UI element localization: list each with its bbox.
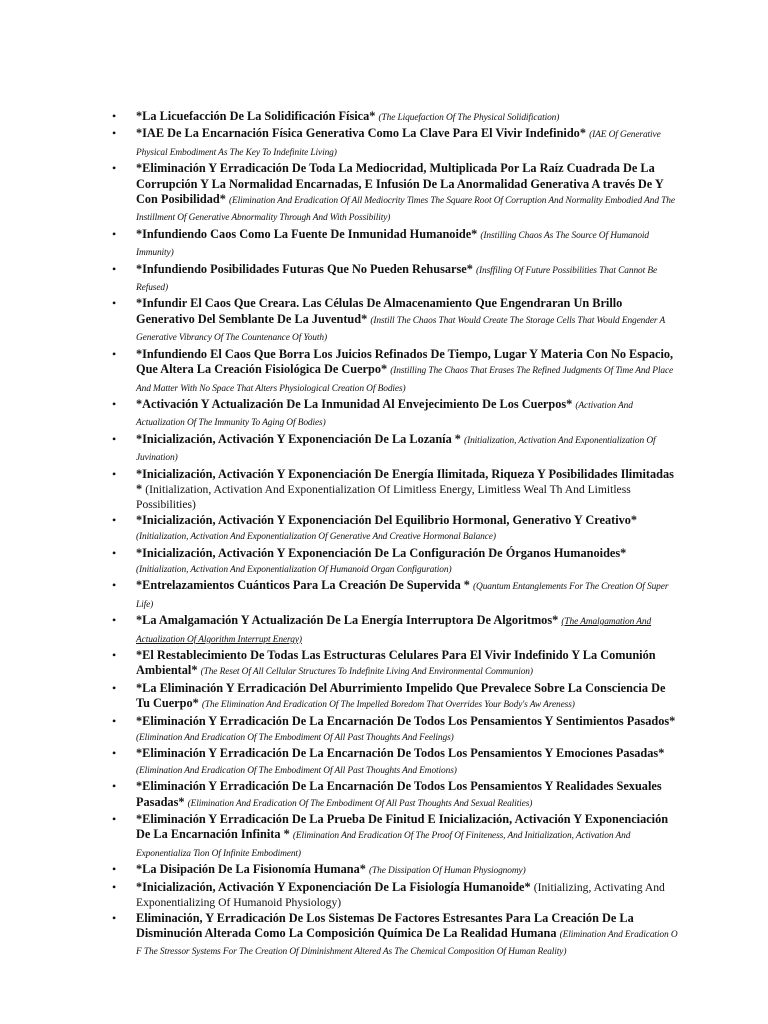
english-translation: (Insffiling Of Future Possibilities That Cannot Be Refused) xyxy=(136,265,658,294)
english-translation: (Initialization, Activation And Exponentialization Of Humanoid Organ Configuration) xyxy=(136,564,452,575)
english-translation: (Initialization, Activation And Exponentialization Of Juvination) xyxy=(136,435,656,464)
list-item xyxy=(112,911,678,961)
list-item xyxy=(112,432,678,467)
bullet-icon: • xyxy=(112,746,117,761)
english-translation: (Elimination And Eradication O F The Stressor Systems For The Creation Of Diminishment Altered As The Chemical Composition Of Human Reality) xyxy=(136,929,678,958)
bullet-icon: • xyxy=(112,431,117,446)
spanish-phrase: *La Eliminación Y Erradicación Del Aburrimiento Impelido Que Prevalece Sobre La Consciencia De Tu Cuerpo* xyxy=(136,680,666,711)
bullet-icon: • xyxy=(112,346,117,361)
english-translation: (Initialization, Activation And Exponentialization Of Limitless Energy, Limitless Weal Th And Limitless Possibilities) xyxy=(136,482,631,512)
bullet-icon: • xyxy=(112,466,117,481)
spanish-phrase: *El Restablecimiento De Todas Las Estructuras Celulares Para El Vivir Indefinido Y La Comunión Ambiental* xyxy=(136,648,656,678)
spanish-phrase: *Inicialización, Activación Y Exponenciación De La Configuración De Órganos Humanoides* xyxy=(136,545,627,560)
spanish-phrase: *Eliminación Y Erradicación De La Encarnación De Todos Los Pensamientos Y Realidades Sexuales Pasadas* xyxy=(136,779,662,809)
english-translation: (Instilling Chaos As The Source Of Humanoid Immunity) xyxy=(136,230,650,259)
english-translation: (Elimination And Eradication Of The Embodiment Of All Past Thoughts And Emotions) xyxy=(136,765,457,776)
spanish-phrase: *Inicialización, Activación Y Exponenciación De Energía Ilimitada, Riqueza Y Posibilidades Ilimitadas * xyxy=(136,466,674,496)
english-translation: (IAE Of Generative Physical Embodiment As The Key To Indefinite Living) xyxy=(136,130,661,158)
spanish-phrase: *La Amalgamación Y Actualización De La Energía Interruptora De Algoritmos* xyxy=(136,613,559,628)
list-item xyxy=(112,347,678,397)
english-translation: (Elimination And Eradication Of The Proof Of Finiteness, And Initialization, Activation And Exponentializa Tion Of Infinite Embodiment) xyxy=(136,831,631,859)
list-item xyxy=(112,578,678,613)
bullet-icon: • xyxy=(112,226,117,241)
list-item xyxy=(112,467,678,513)
spanish-phrase: *Inicialización, Activación Y Exponenciación De La Lozanía * xyxy=(136,431,461,446)
spanish-phrase: *Inicialización, Activación Y Exponenciación De La Fisiología Humanoide* xyxy=(136,879,531,894)
list-item xyxy=(112,613,678,648)
english-translation: (Initialization, Activation And Exponentialization Of Generative And Creative Hormonal Balance) xyxy=(136,532,496,543)
bullet-icon: • xyxy=(112,812,117,827)
bullet-icon: • xyxy=(112,161,117,176)
spanish-phrase: *Entrelazamientos Cuánticos Para La Creación De Supervida * xyxy=(136,578,470,593)
bullet-icon: • xyxy=(112,126,117,141)
bullet-icon: • xyxy=(112,512,117,527)
bullet-icon: • xyxy=(112,879,117,894)
list-item xyxy=(112,262,678,297)
english-translation: (Activation And Actualization Of The Immunity To Aging Of Bodies) xyxy=(136,400,633,429)
spanish-phrase: *Infundiendo Caos Como La Fuente De Inmunidad Humanoide* xyxy=(136,226,478,241)
english-translation: (Elimination And Eradication Of The Embodiment Of All Past Thoughts And Feelings) xyxy=(136,733,454,744)
bullet-icon: • xyxy=(112,680,117,695)
bullet-icon: • xyxy=(112,713,117,728)
english-translation: (The Amalgamation And Actualization Of Algorithm Interrupt Energy) xyxy=(136,617,652,645)
bullet-icon: • xyxy=(112,396,117,411)
spanish-phrase: *La Disipación De La Fisionomía Humana* xyxy=(136,862,366,877)
spanish-phrase: *La Licuefacción De La Solidificación Física* xyxy=(136,109,376,123)
list-item xyxy=(112,296,678,346)
spanish-phrase: *Eliminación Y Erradicación De La Prueba De Finitud E Inicialización, Activación Y Exponenciación De La Encarnación Infinita * xyxy=(136,812,669,842)
list-item xyxy=(112,779,678,812)
english-translation: (The Elimination And Eradication Of The Impelled Boredom That Overrides Your Body's Aw Areness) xyxy=(201,700,575,711)
spanish-phrase: *Activación Y Actualización De La Inmunidad Al Envejecimiento De Los Cuerpos* xyxy=(136,396,573,411)
list-item xyxy=(112,227,678,262)
bullet-icon: • xyxy=(112,910,117,925)
spanish-phrase: *Eliminación Y Erradicación De La Encarnación De Todos Los Pensamientos Y Sentimientos Pasados* xyxy=(136,713,676,728)
list-item xyxy=(112,397,678,432)
spanish-phrase: *Eliminación Y Erradicación De La Encarnación De Todos Los Pensamientos Y Emociones Pasadas* xyxy=(136,746,665,761)
bullet-icon: • xyxy=(112,545,117,560)
bullet-icon: • xyxy=(112,578,117,593)
spanish-phrase: *Eliminación Y Erradicación De Toda La Mediocridad, Multiplicada Por La Raíz Cuadrada De La Corrupción Y La Normalidad Encarnadas, E Infusión De La Anormalidad Generativa A través De Y Con Posibilidad* xyxy=(136,161,664,207)
bullet-icon: • xyxy=(112,109,117,123)
spanish-phrase: *IAE De La Encarnación Física Generativa Como La Clave Para El Vivir Indefinido* xyxy=(136,126,586,141)
english-translation: (Initializing, Activating And Exponentializing Of Humanoid Physiology) xyxy=(136,880,665,910)
bulleted-list xyxy=(112,109,678,961)
bullet-icon: • xyxy=(112,648,117,662)
english-translation: (The Liquefaction Of The Physical Solidification) xyxy=(378,113,560,123)
list-item xyxy=(112,681,678,714)
english-translation: (Elimination And Eradication Of All Mediocrity Times The Square Root Of Corruption And Normality Embodied And The Instillment Of Generative Abnormality Through And With Possibility) xyxy=(136,196,675,224)
spanish-phrase: *Inicialización, Activación Y Exponenciación Del Equilibrio Hormonal, Generativo Y Creativo* xyxy=(136,512,638,527)
list-item xyxy=(112,714,678,747)
spanish-phrase: *Infundir El Caos Que Creara. Las Células De Almacenamiento Que Engendraran Un Brillo Generativo Del Semblante De La Juventud* xyxy=(136,296,623,326)
bullet-icon: • xyxy=(112,261,117,276)
list-item xyxy=(112,746,678,779)
bullet-icon: • xyxy=(112,862,117,877)
list-item xyxy=(112,880,678,911)
list-item xyxy=(112,648,678,681)
english-translation: (Elimination And Eradication Of The Embodiment Of All Past Thoughts And Sexual Realities) xyxy=(187,798,533,809)
spanish-phrase: Eliminación, Y Erradicación De Los Sistemas De Factores Estresantes Para La Creación De La Disminución Alterada Como La Composición Química De La Realidad Humana xyxy=(136,910,634,940)
list-item xyxy=(112,812,678,862)
spanish-phrase: *Infundiendo El Caos Que Borra Los Juicios Refinados De Tiempo, Lugar Y Materia Con No Espacio, Que Altera La Creación Fisiológica De Cuerpo* xyxy=(136,346,674,377)
english-translation: (Instilling The Chaos That Erases The Refined Judgments Of Time And Place And Matter With No Space That Alters Physiological Creation Of Bodies) xyxy=(136,366,674,394)
bullet-icon: • xyxy=(112,296,117,311)
list-item xyxy=(112,109,678,126)
english-translation: (The Reset Of All Cellular Structures To Indefinite Living And Environmental Communion) xyxy=(200,667,533,678)
english-translation: (Instill The Chaos That Would Create The Storage Cells That Would Engender A Generative Vibrancy Of The Countenance Of Youth) xyxy=(136,315,665,344)
bullet-icon: • xyxy=(112,613,117,628)
list-item xyxy=(112,513,678,546)
bullet-icon: • xyxy=(112,779,117,794)
spanish-phrase: *Infundiendo Posibilidades Futuras Que No Pueden Rehusarse* xyxy=(136,261,473,276)
english-translation: (The Dissipation Of Human Physiognomy) xyxy=(369,866,526,877)
english-translation: (Quantum Entanglements For The Creation Of Super Life) xyxy=(136,582,669,610)
list-item xyxy=(112,546,678,579)
list-item xyxy=(112,862,678,879)
list-item xyxy=(112,126,678,161)
list-item xyxy=(112,161,678,227)
